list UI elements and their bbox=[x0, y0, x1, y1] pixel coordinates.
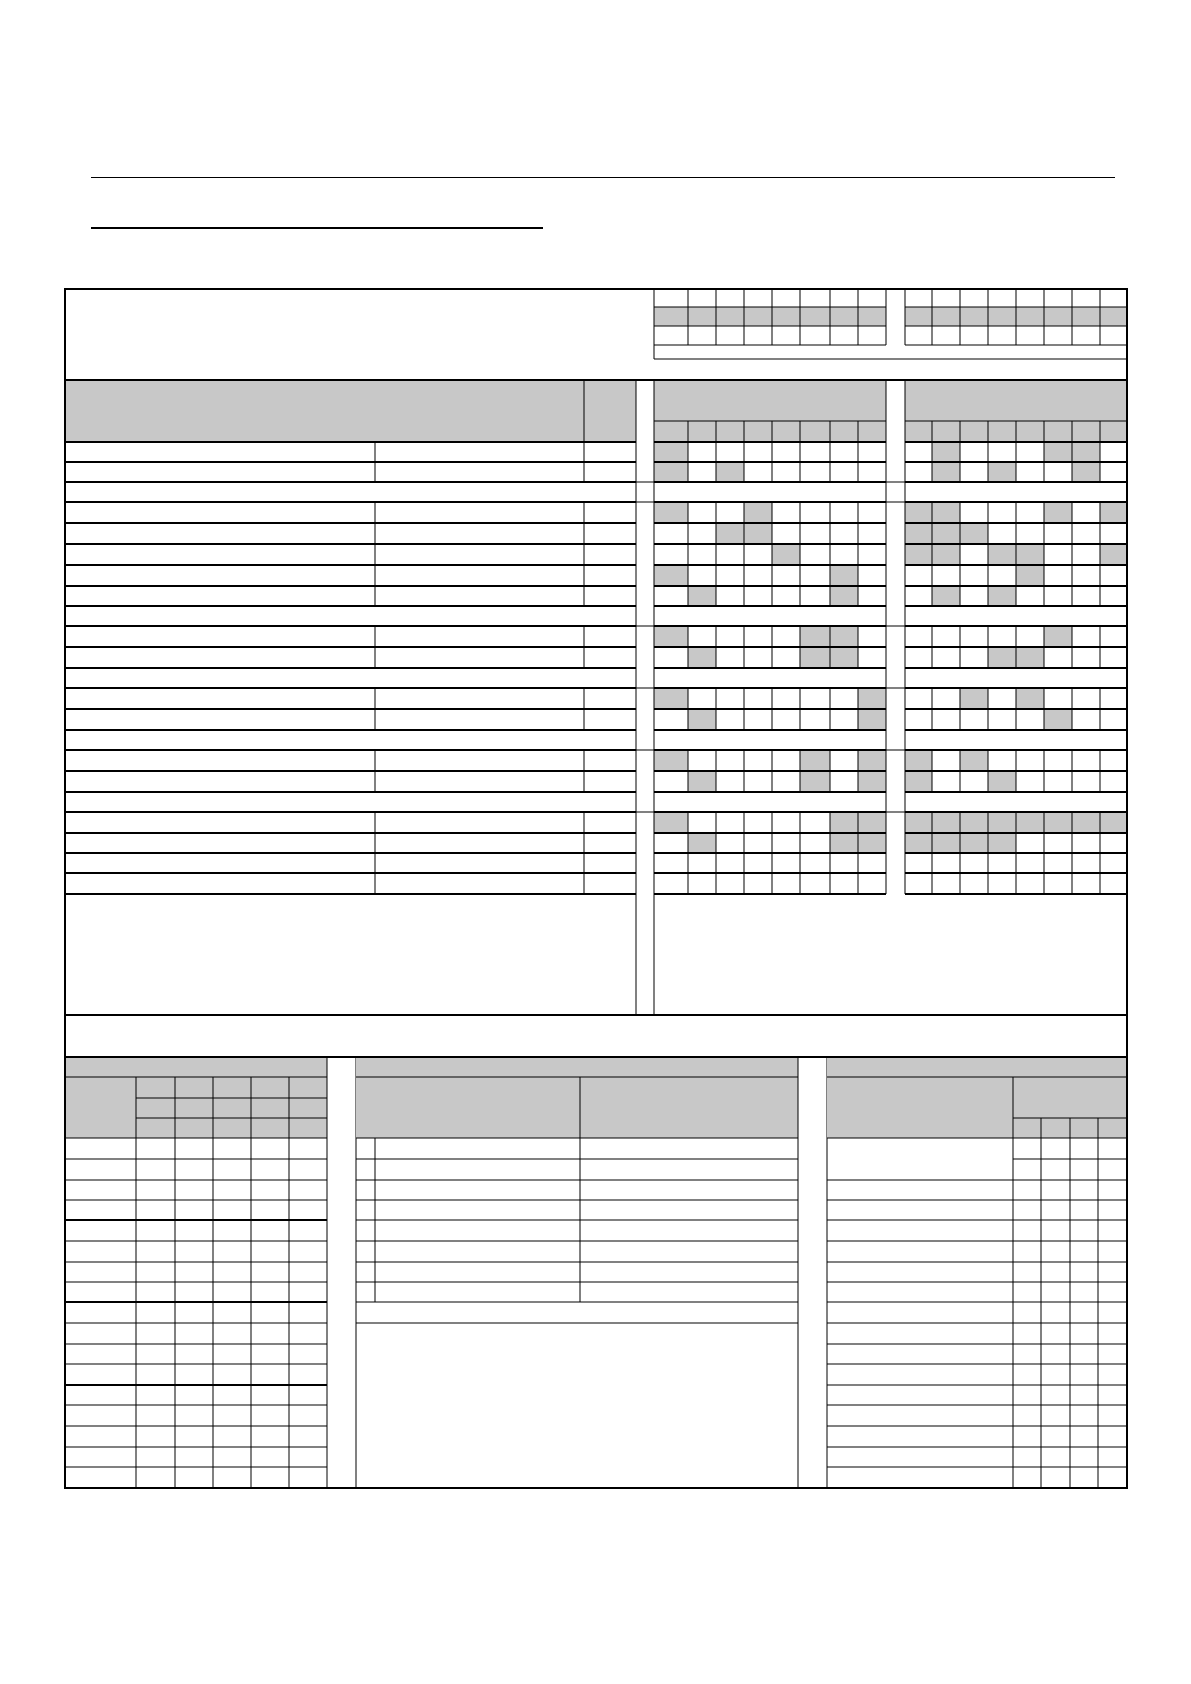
shaded-cell bbox=[688, 586, 716, 606]
shaded-cell bbox=[1044, 626, 1072, 647]
shaded-cell bbox=[654, 565, 688, 586]
shaded-cell bbox=[830, 565, 858, 586]
left-header-band bbox=[65, 380, 636, 442]
shaded-cell bbox=[932, 833, 960, 853]
shaded-cell bbox=[654, 688, 688, 709]
shaded-cell bbox=[688, 833, 716, 853]
shaded-cell bbox=[988, 462, 1016, 482]
shaded-cell bbox=[1100, 544, 1127, 565]
shaded-cell bbox=[744, 502, 772, 523]
shaded-cell bbox=[858, 812, 886, 833]
shaded-cell bbox=[1044, 812, 1072, 833]
shaded-cell bbox=[960, 688, 988, 709]
shaded-cell bbox=[1044, 502, 1072, 523]
shaded-cell bbox=[1016, 812, 1044, 833]
shaded-cell bbox=[1016, 565, 1044, 586]
shaded-cell bbox=[1100, 502, 1127, 523]
bottom-mid-col-head bbox=[356, 1077, 798, 1138]
shaded-cell bbox=[932, 812, 960, 833]
bottom-left-header bbox=[65, 1057, 327, 1077]
bottom-left-sub-head bbox=[136, 1077, 327, 1138]
shaded-cell bbox=[1072, 442, 1100, 462]
shaded-cell bbox=[858, 709, 886, 730]
header-shaded-row bbox=[654, 307, 886, 326]
shaded-cell bbox=[960, 833, 988, 853]
shaded-cell bbox=[654, 750, 688, 771]
shaded-cell bbox=[932, 523, 960, 544]
shaded-cell bbox=[988, 833, 1016, 853]
shaded-cell bbox=[1072, 812, 1100, 833]
shaded-cell bbox=[960, 750, 988, 771]
shaded-cell bbox=[830, 812, 858, 833]
shaded-cell bbox=[858, 688, 886, 709]
shaded-cell bbox=[688, 771, 716, 792]
shaded-cell bbox=[800, 626, 830, 647]
bottom-right-header bbox=[827, 1057, 1127, 1077]
shaded-cell bbox=[905, 502, 932, 523]
shaded-cell bbox=[905, 771, 932, 792]
shaded-cell bbox=[932, 462, 960, 482]
shaded-cell bbox=[905, 750, 932, 771]
shaded-cell bbox=[1016, 544, 1044, 565]
shaded-cell bbox=[932, 502, 960, 523]
shaded-cell bbox=[932, 586, 960, 606]
shaded-cell bbox=[800, 771, 830, 792]
shaded-cell bbox=[688, 709, 716, 730]
shaded-cell bbox=[654, 462, 688, 482]
shaded-cell bbox=[654, 812, 688, 833]
shaded-cell bbox=[800, 647, 830, 668]
shaded-cell bbox=[858, 833, 886, 853]
shaded-cell bbox=[960, 812, 988, 833]
shaded-cell bbox=[654, 626, 688, 647]
bottom-left-col-head bbox=[65, 1077, 136, 1138]
bottom-right-col-head bbox=[827, 1077, 1013, 1138]
shaded-cell bbox=[800, 750, 830, 771]
shaded-cell bbox=[1072, 462, 1100, 482]
shaded-cell bbox=[988, 544, 1016, 565]
shaded-cell bbox=[830, 626, 858, 647]
bottom-mid-header bbox=[356, 1057, 798, 1077]
shaded-cell bbox=[1016, 688, 1044, 709]
form-frame bbox=[65, 289, 1127, 1488]
shaded-cell bbox=[772, 544, 800, 565]
shaded-cell bbox=[905, 812, 932, 833]
right-header-band-1 bbox=[654, 380, 886, 442]
shaded-cell bbox=[654, 442, 688, 462]
shaded-cell bbox=[932, 442, 960, 462]
shaded-cell bbox=[1044, 442, 1072, 462]
shaded-cell bbox=[988, 771, 1016, 792]
shaded-cell bbox=[716, 462, 744, 482]
shaded-cell bbox=[716, 523, 744, 544]
shaded-cell bbox=[1044, 709, 1072, 730]
shaded-cell bbox=[905, 833, 932, 853]
shaded-cell bbox=[905, 523, 932, 544]
shaded-cell bbox=[654, 502, 688, 523]
shaded-cell bbox=[1100, 812, 1127, 833]
shaded-cell bbox=[988, 586, 1016, 606]
shaded-cell bbox=[858, 750, 886, 771]
shaded-cell bbox=[1016, 647, 1044, 668]
bottom-right-sub-head bbox=[1013, 1077, 1127, 1118]
shaded-cell bbox=[988, 812, 1016, 833]
shaded-cell bbox=[932, 544, 960, 565]
shaded-cell bbox=[830, 586, 858, 606]
shaded-cell bbox=[858, 771, 886, 792]
shaded-cell bbox=[744, 523, 772, 544]
shaded-cell bbox=[830, 833, 858, 853]
shaded-cell bbox=[960, 523, 988, 544]
shaded-cell bbox=[688, 647, 716, 668]
shaded-cell bbox=[905, 544, 932, 565]
shaded-cell bbox=[830, 647, 858, 668]
shaded-cell bbox=[988, 647, 1016, 668]
